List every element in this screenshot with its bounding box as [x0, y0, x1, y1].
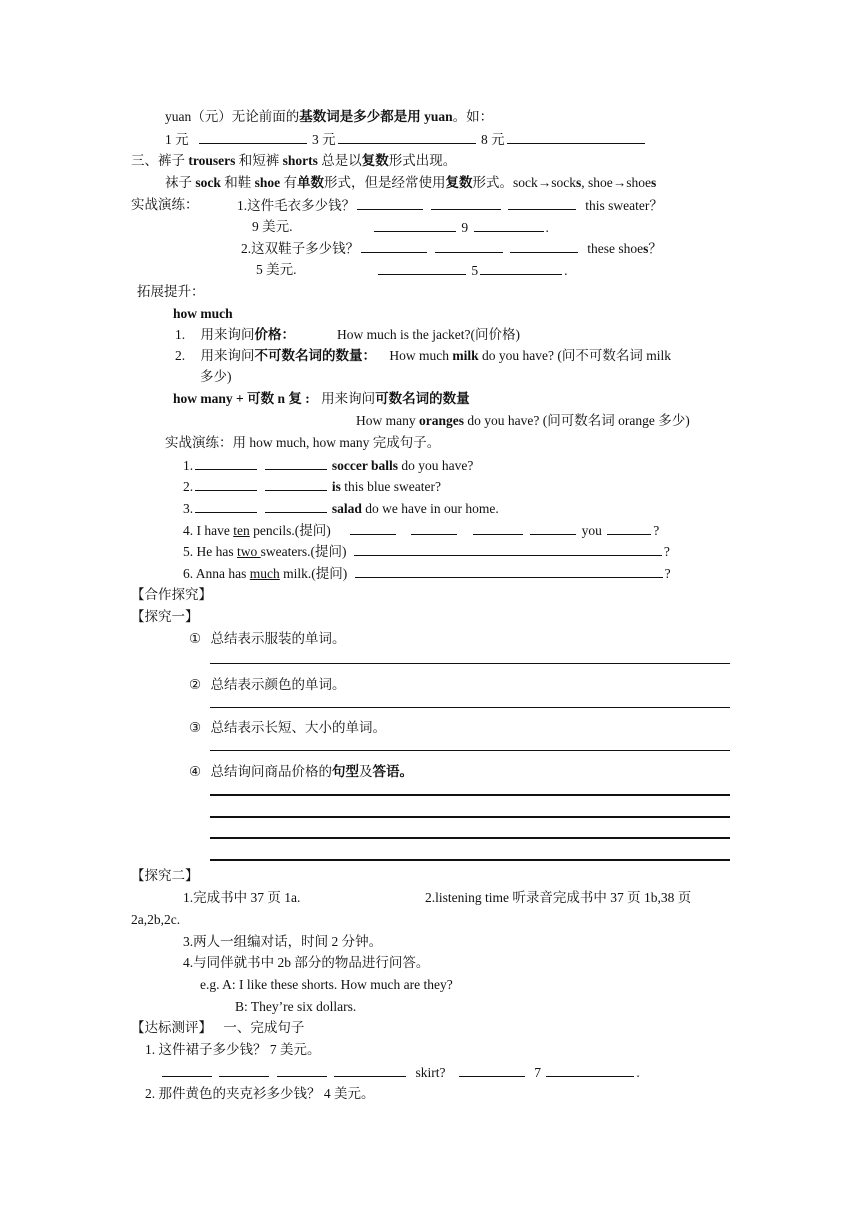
- blank-a1-1[interactable]: [374, 218, 456, 232]
- item-text: 总结表示颜色的单词。: [210, 677, 346, 692]
- answer-line[interactable]: [210, 859, 730, 861]
- explore2-heading: 【探究二】: [131, 868, 199, 883]
- blank-aq1-6[interactable]: [546, 1063, 634, 1077]
- practice1-a2-blanks: 5 .: [376, 261, 568, 279]
- text: do you have?: [398, 458, 474, 473]
- blank-s1-1[interactable]: [195, 456, 257, 470]
- blank-aq1-5[interactable]: [459, 1063, 525, 1077]
- explore2-task1: 1.完成书中 37 页 1a.: [183, 890, 301, 905]
- practice2-s6: [183, 564, 671, 582]
- item-number: 2.: [175, 348, 186, 363]
- question-mark: ?: [664, 566, 671, 581]
- word-you: you: [581, 523, 602, 538]
- practice1-q2: [241, 239, 662, 257]
- practice1-a1-blanks: 9 .: [372, 218, 549, 236]
- price-example-8: 8 元: [481, 132, 505, 147]
- text: How much: [389, 348, 453, 363]
- text-bold: 可数名词的数量: [375, 391, 470, 406]
- word-plural: 复数: [445, 175, 473, 190]
- suffix-s: s: [576, 175, 582, 190]
- question-text: 1.这件毛衣多少钱？: [237, 198, 356, 213]
- answer-line[interactable]: [210, 707, 730, 708]
- underlined-word: ten: [233, 523, 250, 538]
- how-many-heading: how many + 可数 n 复 :: [173, 391, 310, 406]
- practice1-a1: 9 美元.: [252, 219, 293, 234]
- example-a: e.g. A: I like these shorts. How much are they?: [200, 977, 453, 992]
- price-example-3: 3 元: [312, 132, 336, 147]
- text-bold: salad: [331, 501, 362, 516]
- text-bold: soccer balls: [331, 458, 398, 473]
- blank-s4-5[interactable]: [607, 521, 651, 535]
- explore1-item2: [189, 676, 345, 693]
- question-mark: ？: [648, 241, 662, 256]
- extension-item1: [175, 326, 295, 343]
- blank-s4-2[interactable]: [411, 521, 457, 535]
- practice2-s4: [183, 521, 659, 539]
- practice2-s3: [183, 499, 499, 517]
- assessment-q2: 2. 那件黄色的夹克衫多少钱？ 4 美元。: [145, 1086, 375, 1101]
- blank-s2-1[interactable]: [195, 477, 257, 491]
- text: sweaters.(提问): [260, 544, 347, 559]
- answer-line[interactable]: [210, 816, 730, 818]
- blank-a2-2[interactable]: [480, 261, 562, 275]
- how-many-line: [173, 390, 470, 407]
- text: pencils.(提问): [249, 523, 331, 538]
- explore1-item4: [189, 763, 413, 780]
- text: 和鞋: [220, 175, 255, 190]
- text: , shoe→shoe: [581, 175, 652, 190]
- assessment-q1: 1. 这件裙子多少钱？ 7 美元。: [145, 1042, 321, 1057]
- assessment-heading: [131, 1019, 304, 1036]
- text: this blue sweater?: [340, 479, 441, 494]
- text: 三、裤子: [131, 153, 189, 168]
- text: do you have? (问可数名词 orange 多少): [464, 413, 690, 428]
- yuan-rule-line: [165, 108, 493, 125]
- explore2-task4: 4.与同伴就书中 2b 部分的物品进行问答。: [183, 955, 430, 970]
- blank-s4-1[interactable]: [350, 521, 396, 535]
- text: 有: [280, 175, 298, 190]
- blank-price-3[interactable]: [338, 130, 476, 144]
- blank-q2-3[interactable]: [510, 239, 578, 253]
- answer-line[interactable]: [210, 794, 730, 796]
- cooperation-heading: 【合作探究】: [131, 587, 212, 602]
- how-much-heading: how much: [173, 306, 233, 321]
- blank-a1-2[interactable]: [474, 218, 544, 232]
- text: milk.(提问): [279, 566, 348, 581]
- blank-s2-2[interactable]: [265, 477, 327, 491]
- practice2-label: 实战演练：用 how much, how many 完成句子。: [165, 435, 441, 450]
- question-tail: these shoe: [587, 241, 644, 256]
- answer-number: 5: [471, 263, 479, 278]
- circle-number: ③: [189, 720, 202, 735]
- answer-line[interactable]: [210, 837, 730, 839]
- extension-item1-example: How much is the jacket?(问价格): [337, 327, 520, 342]
- question-mark: ?: [653, 523, 660, 538]
- text: 4. I have: [183, 523, 234, 538]
- item-text-bold: 答语。: [372, 764, 413, 779]
- practice2-s1: [183, 456, 473, 474]
- blank-aq1-2[interactable]: [219, 1063, 269, 1077]
- text: 形式。sock→sock: [472, 175, 577, 190]
- circle-number: ④: [189, 764, 202, 779]
- heading-text: 【达标测评】: [131, 1020, 212, 1035]
- item-number: 1.: [175, 327, 186, 342]
- text: 形式出现。: [388, 153, 457, 168]
- text: 形式，但是经常使用: [324, 175, 446, 190]
- underlined-word: much: [249, 566, 280, 581]
- text: 5. He has: [183, 544, 237, 559]
- word-shoe: shoe: [254, 175, 281, 190]
- sock-rule-line: [165, 174, 656, 191]
- item-text: 总结询问商品价格的: [210, 764, 332, 779]
- trousers-rule-line: [131, 152, 456, 169]
- blank-s4-4[interactable]: [530, 521, 576, 535]
- text: 袜子: [165, 175, 196, 190]
- blank-aq1-3[interactable]: [277, 1063, 327, 1077]
- blank-a2-1[interactable]: [378, 261, 466, 275]
- extension-item2-cont: 多少): [200, 369, 232, 384]
- text: 用来询问: [200, 327, 255, 342]
- item-text: 总结表示服装的单词。: [210, 631, 346, 646]
- blank-q1-2[interactable]: [431, 196, 501, 210]
- yuan-rule-text: yuan（元）无论前面的: [165, 109, 300, 124]
- text-bold: is: [331, 479, 341, 494]
- question-text: 2.这双鞋子多少钱？: [241, 241, 360, 256]
- text: 总是以: [317, 153, 362, 168]
- explore1-item1: [189, 630, 345, 647]
- answer-number: 7: [534, 1065, 541, 1080]
- circle-number: ②: [189, 677, 202, 692]
- period: .: [636, 1065, 640, 1080]
- practice2-s2: [183, 477, 441, 495]
- blank-q1-1[interactable]: [357, 196, 423, 210]
- word-sock: sock: [195, 175, 221, 190]
- explore1-item3: [189, 719, 386, 736]
- assessment-q1-blanks: [160, 1063, 640, 1081]
- item-text: 及: [358, 764, 373, 779]
- explore2-task2-cont: 2a,2b,2c.: [131, 912, 181, 927]
- item-number: 3.: [183, 501, 194, 516]
- text: do we have in our home.: [361, 501, 499, 516]
- blank-q1-3[interactable]: [508, 196, 576, 210]
- word-plural: 复数: [361, 153, 389, 168]
- word-singular: 单数: [297, 175, 325, 190]
- word-milk: milk: [452, 348, 479, 363]
- text: How many: [356, 413, 419, 428]
- explore1-heading: 【探究一】: [131, 609, 199, 624]
- word-trousers: trousers: [188, 153, 236, 168]
- item-number: 2.: [183, 479, 194, 494]
- answer-line[interactable]: [210, 750, 730, 751]
- blank-q2-1[interactable]: [361, 239, 427, 253]
- yuan-rule-bold: 基数词是多少都是用 yuan: [299, 109, 453, 124]
- practice-label: 实战演练：: [131, 197, 199, 212]
- underlined-word: two: [237, 544, 261, 559]
- explore2-task3: 3.两人一组编对话，时间 2 分钟。: [183, 934, 383, 949]
- explore2-task2: 2.listening time 听录音完成书中 37 页 1b,38 页: [425, 890, 692, 905]
- blank-s6[interactable]: [355, 564, 663, 578]
- blank-price-1[interactable]: [199, 130, 307, 144]
- suffix-s: s: [643, 241, 649, 256]
- practice1-q1: [237, 196, 663, 214]
- suffix-s: s: [651, 175, 657, 190]
- example-b: B: They’re six dollars.: [235, 999, 357, 1014]
- blank-s3-2[interactable]: [265, 499, 327, 513]
- question-tail: this sweater？: [585, 198, 663, 213]
- answer-number: 9: [461, 220, 469, 235]
- how-many-example: [356, 412, 690, 429]
- circle-number: ①: [189, 631, 202, 646]
- word-shorts: shorts: [282, 153, 318, 168]
- subheading-text: 一、完成句子: [223, 1020, 305, 1035]
- item-number: 1.: [183, 458, 194, 473]
- price-example-1: 1 元: [165, 132, 189, 147]
- word-skirt: skirt?: [415, 1065, 446, 1080]
- text: 用来询问: [200, 348, 255, 363]
- blank-price-8[interactable]: [507, 130, 645, 144]
- blank-aq1-4[interactable]: [334, 1063, 406, 1077]
- blank-q2-2[interactable]: [435, 239, 503, 253]
- item-text: 总结表示长短、大小的单词。: [210, 720, 386, 735]
- extension-label: 拓展提升：: [137, 284, 205, 299]
- text: 用来询问: [321, 391, 376, 406]
- extension-item2: [175, 347, 671, 364]
- blank-s1-2[interactable]: [265, 456, 327, 470]
- practice1-a2: 5 美元.: [256, 262, 297, 277]
- question-mark: ?: [663, 544, 670, 559]
- text: 和短裤: [235, 153, 283, 168]
- answer-line[interactable]: [210, 663, 730, 664]
- practice2-s5: [183, 542, 670, 560]
- yuan-rule-tail: 。如：: [452, 109, 494, 124]
- text: 6. Anna has: [183, 566, 250, 581]
- word-oranges: oranges: [419, 413, 464, 428]
- blank-s5[interactable]: [354, 542, 662, 556]
- blank-s4-3[interactable]: [473, 521, 523, 535]
- item-text-bold: 句型: [331, 764, 359, 779]
- blank-aq1-1[interactable]: [162, 1063, 212, 1077]
- text: do you have? (问不可数名词 milk: [478, 348, 671, 363]
- price-examples-line: [165, 130, 647, 148]
- blank-s3-1[interactable]: [195, 499, 257, 513]
- text-bold: 不可数名词的数量：: [254, 348, 376, 363]
- text-bold: 价格：: [254, 327, 295, 342]
